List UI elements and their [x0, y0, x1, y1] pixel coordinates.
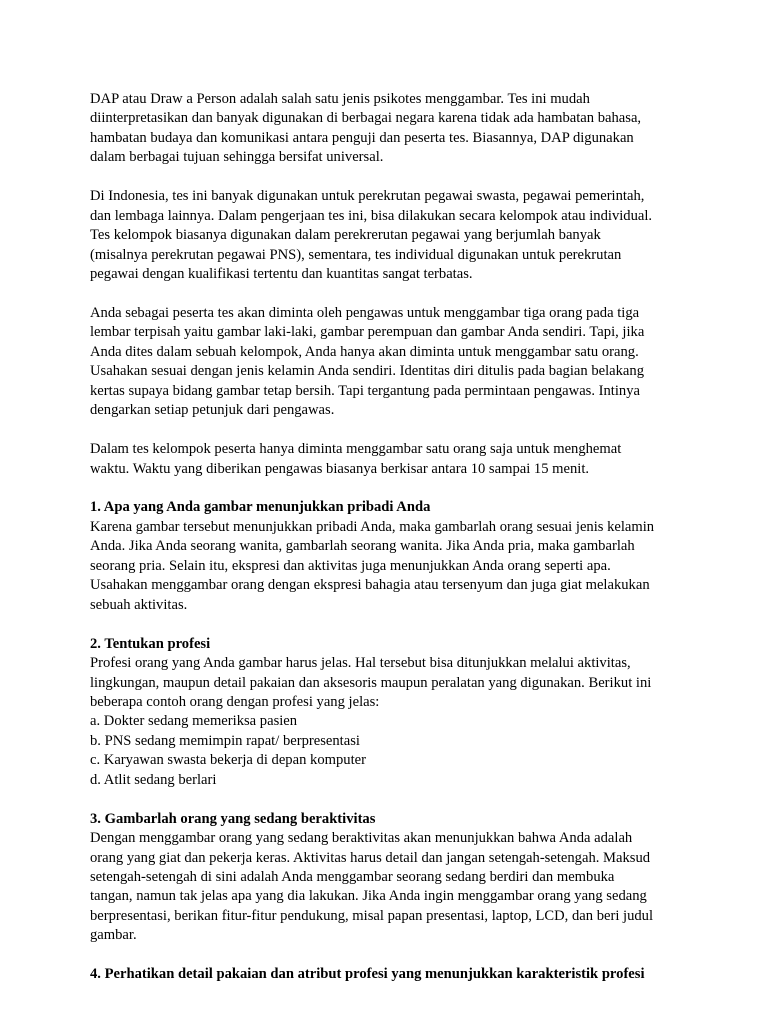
section-3: [90, 810, 690, 946]
paragraph-gap: [90, 946, 690, 965]
list-item: b. PNS sedang memimpin rapat/ berpresentasi: [90, 732, 360, 749]
text-line: Usahakan sesuai dengan jenis kelamin Anda sendiri. Identitas diri ditulis pada bagian belakang: [90, 363, 645, 380]
text-line: Tes kelompok biasanya digunakan dalam perekrerutan pegawai yang berjumlah banyak: [90, 227, 601, 244]
text-line: (misalnya perekrutan pegawai PNS), sementara, tes individual digunakan untuk perekrutan: [90, 246, 622, 263]
section-heading: 3. Gambarlah orang yang sedang beraktivitas: [90, 810, 376, 827]
text-line: gambar.: [90, 927, 137, 944]
text-line: Usahakan menggambar orang dengan ekspresi bahagia atau tersenyum dan juga giat melakukan: [90, 577, 650, 594]
text-line: Anda dites dalam sebuah kelompok, Anda hanya akan diminta untuk menggambar satu orang.: [90, 343, 639, 360]
text-line: Karena gambar tersebut menunjukkan pribadi Anda, maka gambarlah orang sesuai jenis kelamin: [90, 518, 655, 535]
text-line: Di Indonesia, tes ini banyak digunakan untuk perekrutan pegawai swasta, pegawai pemerintah,: [90, 188, 645, 205]
text-line: pegawai dengan kualifikasi tertentu dan kuantitas sangat terbatas.: [90, 266, 473, 283]
text-line: diinterpretasikan dan banyak digunakan di berbagai negara karena tidak ada hambatan bahasa,: [90, 110, 642, 127]
paragraph-gap: [90, 285, 690, 304]
text-line: orang yang giat dan pekerja keras. Aktivitas harus detail dan jangan setengah-setengah. Maksud: [90, 849, 651, 866]
paragraph-gap: [90, 615, 690, 634]
text-line: Anda. Jika Anda seorang wanita, gambarlah seorang wanita. Jika Anda pria, maka gambarlah: [90, 538, 635, 555]
text-line: lingkungan, maupun detail pakaian dan aksesoris maupun peralatan yang digunakan. Berikut ini: [90, 674, 652, 691]
paragraph-gap: [90, 168, 690, 187]
group-test-paragraph: [90, 440, 690, 479]
text-line: Anda sebagai peserta tes akan diminta oleh pengawas untuk menggambar tiga orang pada tiga: [90, 304, 640, 321]
text-line: dalam berbagai tujuan sehingga bersifat universal.: [90, 149, 384, 166]
text-line: waktu. Waktu yang diberikan pengawas biasanya berkisar antara 10 sampai 15 menit.: [90, 460, 590, 477]
section-2: [90, 635, 690, 791]
text-line: hambatan budaya dan komunikasi antara penguji dan peserta tes. Biasannya, DAP digunakan: [90, 129, 634, 146]
list-item: a. Dokter sedang memeriksa pasien: [90, 713, 298, 730]
text-line: DAP atau Draw a Person adalah salah satu jenis psikotes menggambar. Tes ini mudah: [90, 91, 590, 107]
list-item: c. Karyawan swasta bekerja di depan komputer: [90, 752, 366, 769]
paragraph-gap: [90, 790, 690, 809]
text-line: lembar terpisah yaitu gambar laki-laki, gambar perempuan dan gambar Anda sendiri. Tapi, jika: [90, 324, 645, 341]
paragraph-gap: [90, 479, 690, 498]
text-line: Dengan menggambar orang yang sedang beraktivitas akan menunjukkan bahwa Anda adalah: [90, 830, 633, 847]
text-line: sebuah aktivitas.: [90, 596, 188, 613]
text-line: seorang pria. Selain itu, ekspresi dan aktivitas juga menunjukkan Anda orang seperti apa.: [90, 557, 611, 574]
text-line: dan lembaga lainnya. Dalam pengerjaan tes ini, bisa dilakukan secara kelompok atau individual.: [90, 207, 653, 224]
text-line: Profesi orang yang Anda gambar harus jelas. Hal tersebut bisa ditunjukkan melalui aktivitas,: [90, 655, 631, 672]
section-1: [90, 498, 690, 615]
text-line: kertas supaya bidang gambar tetap bersih. Tapi tergantung pada permintaan pengawas. Intinya: [90, 382, 640, 399]
text-line: dengarkan setiap petunjuk dari pengawas.: [90, 402, 335, 419]
instructions-paragraph: [90, 304, 690, 421]
text-line: berpresentasi, berikan fitur-fitur pendukung, misal papan presentasi, laptop, LCD, dan beri judul: [90, 907, 654, 924]
section-heading: 4. Perhatikan detail pakaian dan atribut profesi yang menunjukkan karakteristik profesi: [90, 966, 645, 983]
indonesia-paragraph: [90, 187, 690, 284]
paragraph-gap: [90, 421, 690, 440]
section-heading: 2. Tentukan profesi: [90, 635, 211, 652]
text-line: setengah-setengah di sini adalah Anda menggambar seorang sedang berdiri dan membuka: [90, 869, 615, 886]
intro-paragraph: [90, 90, 690, 168]
section-4: [90, 965, 690, 984]
section-heading: 1. Apa yang Anda gambar menunjukkan pribadi Anda: [90, 499, 431, 516]
text-line: Dalam tes kelompok peserta hanya diminta menggambar satu orang saja untuk menghemat: [90, 441, 622, 458]
text-line: tangan, namun tak jelas apa yang dia lakukan. Jika Anda ingin menggambar orang yang sedang: [90, 888, 647, 905]
document-page: [90, 90, 690, 985]
list-item: d. Atlit sedang berlari: [90, 771, 217, 788]
text-line: beberapa contoh orang dengan profesi yang jelas:: [90, 693, 380, 710]
